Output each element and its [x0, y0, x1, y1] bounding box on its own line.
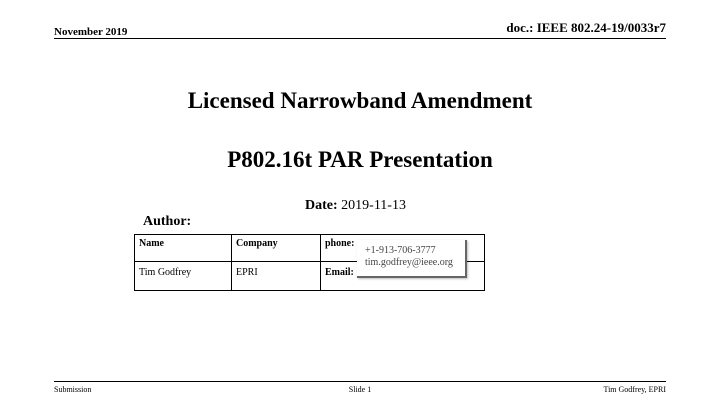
col-header-name: Name [135, 235, 232, 262]
header-divider [54, 38, 666, 39]
footer-slide-number: Slide 1 [348, 385, 372, 394]
cell-email-label: Email: [321, 262, 485, 291]
footer-divider [54, 381, 666, 382]
cell-name: Tim Godfrey [135, 262, 232, 291]
col-header-company: Company [232, 235, 321, 262]
author-label: Author: [143, 214, 192, 229]
date-label: Date: [305, 198, 338, 213]
contact-box [357, 240, 467, 278]
col-header-phone: phone: [321, 235, 485, 262]
slide-subtitle: P802.16t PAR Presentation [227, 147, 493, 172]
slide-title: Licensed Narrowband Amendment [187, 88, 533, 113]
date-value: 2019-11-13 [341, 198, 406, 213]
contact-email: tim.godfrey@ieee.org [365, 257, 453, 268]
header-doc-id: doc.: IEEE 802.24-19/0033r7 [506, 20, 666, 35]
footer-submission: Submission [54, 385, 92, 394]
date-line [305, 198, 406, 214]
footer-author: Tim Godfrey, EPRI [603, 385, 666, 394]
header-date: November 2019 [54, 26, 128, 38]
contact-phone: +1-913-706-3777 [365, 245, 436, 256]
cell-company: EPRI [232, 262, 321, 291]
